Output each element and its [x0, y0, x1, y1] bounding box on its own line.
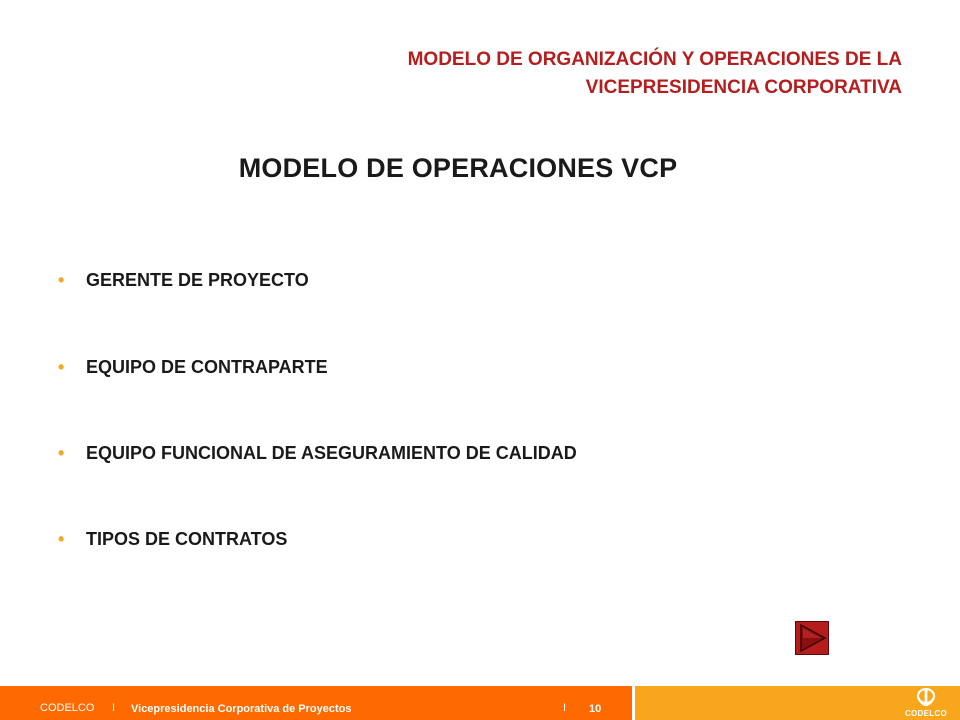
- bullet-item-equipo-funcional: [58, 443, 577, 464]
- footer-company: CODELCO: [40, 702, 95, 714]
- slide-footer: [0, 686, 960, 720]
- footer-unit-name: Vicepresidencia Corporativa de Proyectos: [131, 703, 352, 715]
- bullet-item-gerente-de-proyecto: [58, 270, 309, 291]
- bullet-text: EQUIPO DE CONTRAPARTE: [86, 357, 328, 377]
- bullet-text: EQUIPO FUNCIONAL DE ASEGURAMIENTO DE CALIDAD: [86, 443, 577, 463]
- codelco-logo-icon: [901, 688, 951, 710]
- codelco-logo-text: CODELCO: [904, 709, 948, 718]
- header-title-line-2: VICEPRESIDENCIA CORPORATIVA: [585, 77, 902, 98]
- bullet-text: GERENTE DE PROYECTO: [86, 270, 309, 290]
- slide-main-title: MODELO DE OPERACIONES VCP: [238, 153, 678, 183]
- bullet-item-equipo-de-contraparte: [58, 357, 328, 378]
- bullet-dot-icon: •: [58, 529, 65, 549]
- bullet-dot-icon: •: [58, 270, 65, 290]
- bullet-dot-icon: •: [58, 443, 65, 463]
- footer-separator: I: [563, 702, 567, 714]
- header-title-line-1: MODELO DE ORGANIZACIÓN Y OPERACIONES DE LA: [407, 49, 902, 70]
- codelco-logo: [901, 688, 951, 720]
- footer-separator: I: [112, 702, 116, 714]
- bullet-dot-icon: •: [58, 357, 65, 377]
- play-arrow-icon: [796, 622, 828, 654]
- next-slide-button[interactable]: [795, 621, 829, 655]
- footer-page-number: 10: [589, 703, 602, 715]
- bullet-item-tipos-de-contratos: [58, 529, 287, 550]
- bullet-text: TIPOS DE CONTRATOS: [86, 529, 288, 549]
- slide-header-title: [202, 46, 902, 102]
